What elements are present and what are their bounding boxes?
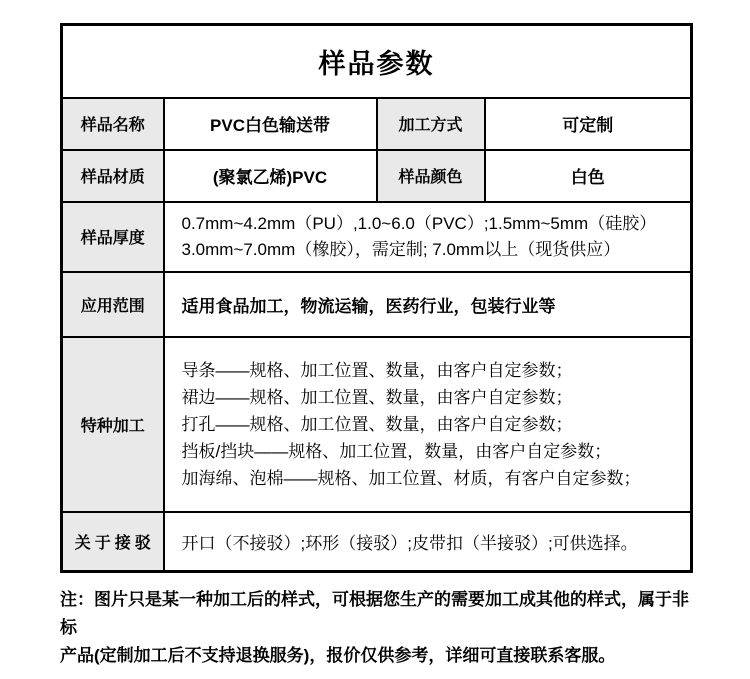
- footnote-line-1: 注：图片只是某一种加工后的样式，可根据您生产的需要加工成其他的样式，属于非标: [60, 590, 689, 637]
- footnote-line-2: 产品(定制加工后不支持退换服务)，报价仅供参考，详细可直接联系客服。: [60, 646, 616, 665]
- processing-method-value: 可定制: [485, 98, 692, 150]
- row-sample-name: [62, 98, 692, 150]
- sample-thickness-value: [164, 202, 692, 272]
- row-sample-thickness: [62, 202, 692, 272]
- table-title-row: [62, 25, 692, 98]
- joint-info-label: 关于接驳: [62, 512, 164, 572]
- processing-method-label: 加工方式: [377, 98, 485, 150]
- thickness-line-2: 3.0mm~7.0mm（橡胶），需定制; 7.0mm以上（现货供应）: [181, 239, 621, 259]
- row-special-processing: [62, 337, 692, 512]
- special-line-punching: 打孔——规格、加工位置、数量，由客户自定参数；: [181, 414, 573, 434]
- sample-color-value: 白色: [485, 150, 692, 202]
- sample-name-label: 样品名称: [62, 98, 164, 150]
- special-line-baffle: 挡板/挡块——规格、加工位置，数量，由客户自定参数；: [181, 441, 612, 461]
- special-line-sponge-foam: 加海绵、泡棉——规格、加工位置、材质，有客户自定参数；: [181, 468, 641, 488]
- special-processing-value: [164, 337, 692, 512]
- special-processing-label: 特种加工: [62, 337, 164, 512]
- sample-color-label: 样品颜色: [377, 150, 485, 202]
- special-line-guide-strip: 导条——规格、加工位置、数量，由客户自定参数；: [181, 360, 573, 380]
- thickness-line-1: 0.7mm~4.2mm（PU）,1.0~6.0（PVC）;1.5mm~5mm（硅胶）: [181, 213, 657, 233]
- joint-info-value: 开口（不接驳）;环形（接驳）;皮带扣（半接驳）;可供选择。: [164, 512, 692, 572]
- row-application-scope: [62, 272, 692, 337]
- application-scope-value: 适用食品加工，物流运输，医药行业，包装行业等: [164, 272, 692, 337]
- sample-name-value: PVC白色输送带: [164, 98, 377, 150]
- sample-material-value: (聚氯乙烯)PVC: [164, 150, 377, 202]
- row-sample-material: [62, 150, 692, 202]
- table-title: 样品参数: [62, 25, 692, 98]
- application-scope-label: 应用范围: [62, 272, 164, 337]
- special-line-skirt-edge: 裙边——规格、加工位置、数量，由客户自定参数；: [181, 387, 573, 407]
- sample-parameter-table: [60, 23, 693, 573]
- sample-material-label: 样品材质: [62, 150, 164, 202]
- footnote: [60, 586, 700, 670]
- row-joint-info: [62, 512, 692, 572]
- sample-thickness-label: 样品厚度: [62, 202, 164, 272]
